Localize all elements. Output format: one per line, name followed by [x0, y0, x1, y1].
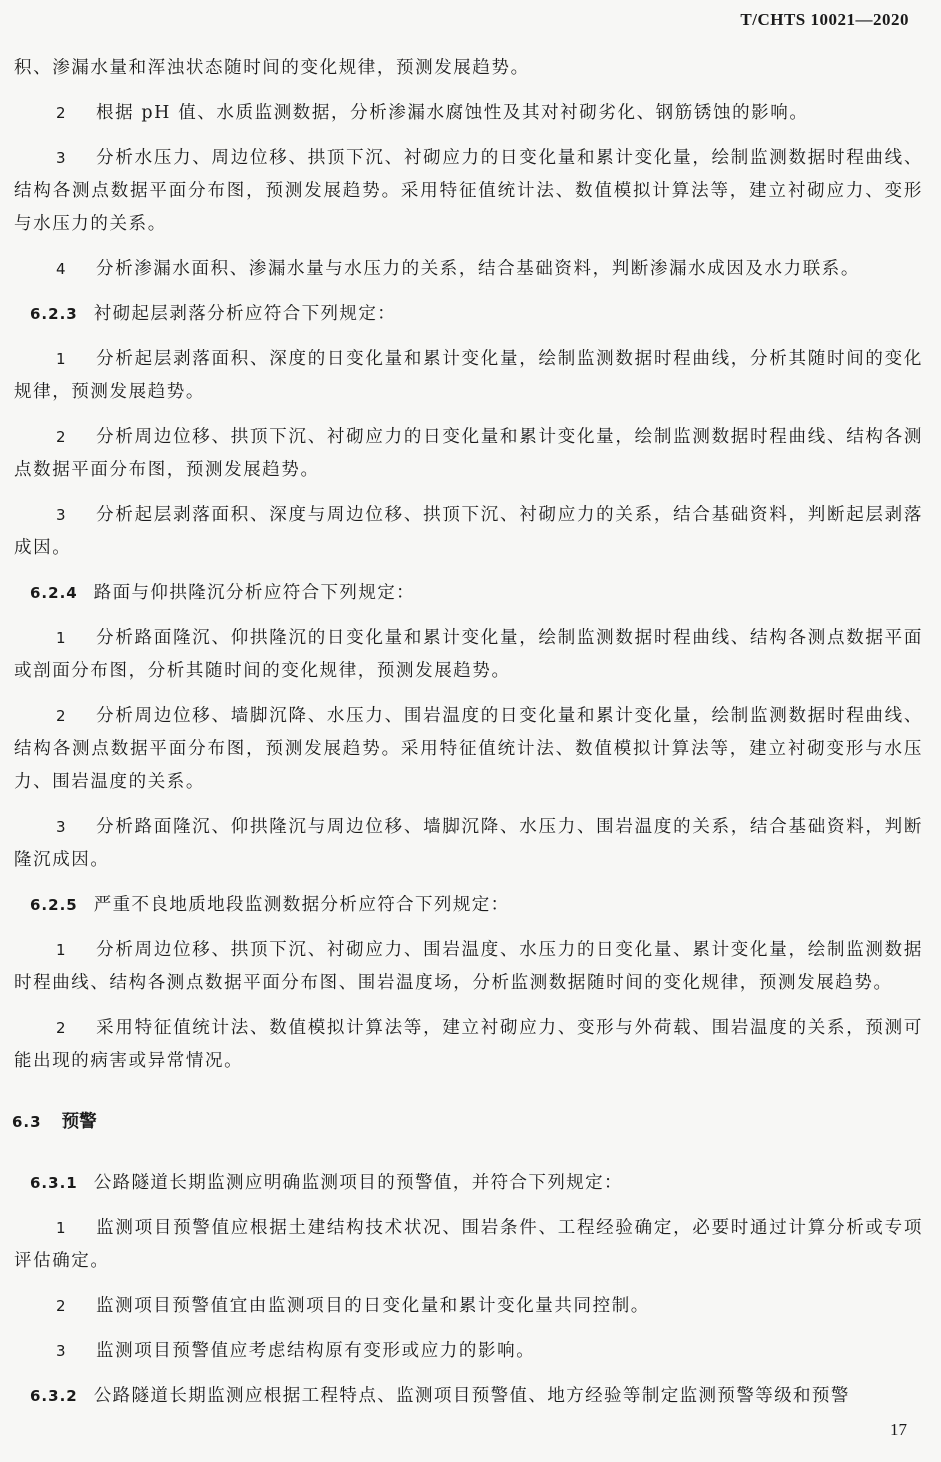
clause-heading: 6.2.4 路面与仰拱隆沉分析应符合下列规定： [30, 583, 416, 603]
list-item: 2 分析周边位移、拱顶下沉、衬砌应力的日变化量和累计变化量，绘制监测数据时程曲线、结构各测点数据平面分布图，预测发展趋势。 [14, 427, 923, 480]
list-item: 2 监测项目预警值宜由监测项目的日变化量和累计变化量共同控制。 [56, 1296, 650, 1316]
list-item: 3 分析起层剥落面积、深度与周边位移、拱顶下沉、衬砌应力的关系，结合基础资料，判断起层剥落成因。 [14, 505, 923, 558]
paragraph-continuation: 积、渗漏水量和浑浊状态随时间的变化规律，预测发展趋势。 [14, 58, 530, 78]
list-item: 1 分析路面隆沉、仰拱隆沉的日变化量和累计变化量，绘制监测数据时程曲线、结构各测点数据平面或剖面分布图，分析其随时间的变化规律，预测发展趋势。 [14, 628, 923, 681]
list-item: 1 监测项目预警值应根据土建结构技术状况、围岩条件、工程经验确定，必要时通过计算分析或专项评估确定。 [14, 1218, 923, 1271]
clause-heading: 6.2.5 严重不良地质地段监测数据分析应符合下列规定： [30, 895, 510, 915]
clause-heading: 6.2.3 衬砌起层剥落分析应符合下列规定： [30, 304, 397, 324]
list-item: 3 分析路面隆沉、仰拱隆沉与周边位移、墙脚沉降、水压力、围岩温度的关系，结合基础资料，判断隆沉成因。 [14, 817, 923, 870]
list-item: 2 采用特征值统计法、数值模拟计算法等，建立衬砌应力、变形与外荷载、围岩温度的关系，预测可能出现的病害或异常情况。 [14, 1018, 923, 1071]
standard-code: T/CHTS 10021—2020 [740, 10, 909, 29]
page-number: 17 [890, 1420, 907, 1439]
list-item: 1 分析周边位移、拱顶下沉、衬砌应力、围岩温度、水压力的日变化量、累计变化量，绘制监测数据时程曲线、结构各测点数据平面分布图、围岩温度场，分析监测数据随时间的变化规律，预测发展趋势。 [14, 940, 923, 993]
document-body [0, 52, 941, 1413]
list-item: 4 分析渗漏水面积、渗漏水量与水压力的关系，结合基础资料，判断渗漏水成因及水力联系。 [56, 259, 860, 279]
section-heading: 6.3 预警 [12, 1112, 97, 1132]
list-item: 1 分析起层剥落面积、深度的日变化量和累计变化量，绘制监测数据时程曲线，分析其随时间的变化规律，预测发展趋势。 [14, 349, 923, 402]
list-item: 3 分析水压力、周边位移、拱顶下沉、衬砌应力的日变化量和累计变化量，绘制监测数据时程曲线、结构各测点数据平面分布图，预测发展趋势。采用特征值统计法、数值模拟计算法等，建立衬砌应力、变形与水压力的关系。 [14, 148, 923, 234]
list-item: 3 监测项目预警值应考虑结构原有变形或应力的影响。 [56, 1341, 536, 1361]
clause-heading: 6.3.2 公路隧道长期监测应根据工程特点、监测项目预警值、地方经验等制定监测预警等级和预警 [30, 1386, 850, 1406]
clause-heading: 6.3.1 公路隧道长期监测应明确监测项目的预警值，并符合下列规定： [30, 1173, 623, 1193]
list-item: 2 分析周边位移、墙脚沉降、水压力、围岩温度的日变化量和累计变化量，绘制监测数据时程曲线、结构各测点数据平面分布图，预测发展趋势。采用特征值统计法、数值模拟计算法等，建立衬砌变形与水压力、围岩温度的关系。 [14, 706, 923, 792]
list-item: 2 根据 pH 值、水质监测数据，分析渗漏水腐蚀性及其对衬砌劣化、钢筋锈蚀的影响。 [56, 103, 809, 123]
